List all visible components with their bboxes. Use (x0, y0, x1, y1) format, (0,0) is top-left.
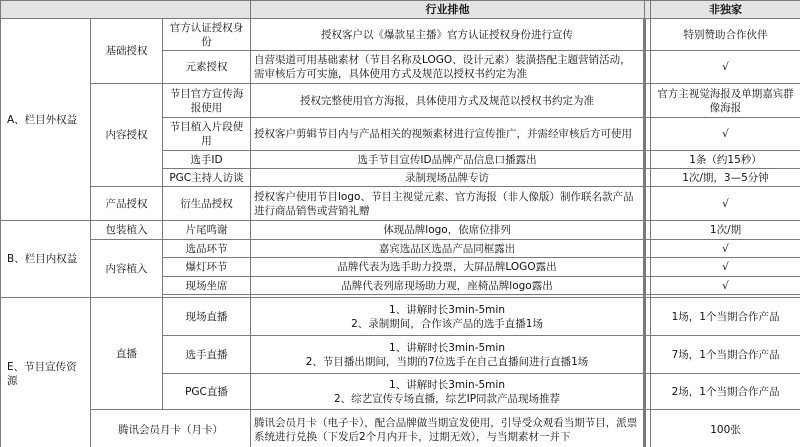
header-blank (1, 1, 251, 19)
item-value: 1场，1个当期合作产品 (651, 298, 800, 336)
item-label: 节目植入片段使用 (163, 118, 251, 151)
item-value: √ (651, 240, 800, 258)
item-label: 选品环节 (163, 240, 251, 258)
item-description: 授权客户以《爆款星主播》官方认证授权身份进行宣传 (251, 19, 645, 51)
item-description: 品牌代表为选手助力投票，大屏品牌LOGO露出 (251, 258, 645, 277)
item-description: 选手节目宣传ID品牌产品信息口播露出 (251, 151, 645, 169)
item-description: 腾讯会员月卡（电子卡），配合品牌做当期宣发使用，引导受众观看当期节目，派票系统进行兑换（下发后2个月内开卡，过期无效），与当期素材一并下 (251, 410, 645, 447)
table-row (1, 298, 800, 336)
section-e-label: E、节目宣传资源 (1, 298, 91, 447)
item-value: √ (651, 118, 800, 151)
table-row (1, 187, 800, 221)
table-row (1, 19, 800, 51)
item-label: 选手直播 (163, 336, 251, 374)
item-label: 衍生品授权 (163, 187, 251, 221)
item-label: 片尾鸣谢 (163, 221, 251, 240)
item-description: 体现品牌logo，依席位排列 (251, 221, 645, 240)
section-b-label: B、栏目内权益 (1, 221, 91, 298)
item-label: 腾讯会员月卡（月卡） (91, 410, 251, 447)
group-product-auth: 产品授权 (91, 187, 163, 221)
item-value: 7场，1个当期合作产品 (651, 336, 800, 374)
header-industry: 行业排他 (251, 1, 645, 19)
item-value: 100张 (651, 410, 800, 447)
item-value: √ (651, 258, 800, 277)
item-label: 节目官方宣传海报使用 (163, 84, 251, 118)
item-label: 现场坐席 (163, 277, 251, 295)
item-description (251, 298, 645, 336)
description-line: 2、综艺宣传专场直播，综艺IP同款产品现场推荐 (333, 392, 561, 405)
item-description: 录制现场品牌专访 (251, 169, 645, 187)
description-line: 1、讲解时长3min-5min (389, 303, 505, 316)
item-label: 选手ID (163, 151, 251, 169)
item-description: 授权完整使用官方海报，具体使用方式及规范以授权书约定为准 (251, 84, 645, 118)
description-line: 2、节目播出期间，当期的7位选手在自己直播间进行直播1场 (305, 355, 589, 368)
description-line: 2、录制期间，合作该产品的选手直播1场 (351, 317, 543, 330)
item-description: 品牌代表列席现场助力观，座椅品牌logo露出 (251, 277, 645, 295)
item-label: 现场直播 (163, 298, 251, 336)
item-description: 授权客户使用节目logo、节目主视觉元素、官方海报（非人像版）制作联名款产品进行商品销售或营销礼赠 (251, 187, 645, 221)
table-row (1, 221, 800, 240)
item-value: 2场，1个当期合作产品 (651, 374, 800, 410)
item-label: PGC主持人访谈 (163, 169, 251, 187)
item-value: 1条（约15秒） (651, 151, 800, 169)
description-line: 1、讲解时长3min-5min (389, 378, 505, 391)
header-non-exclusive: 非独家 (651, 1, 800, 19)
item-label: PGC直播 (163, 374, 251, 410)
description-line: 1、讲解时长3min-5min (389, 341, 505, 354)
item-value: √ (651, 51, 800, 84)
group-packaging: 包装植入 (91, 221, 163, 240)
group-basic-auth: 基础授权 (91, 19, 163, 84)
table-row (1, 410, 800, 447)
item-label: 元素授权 (163, 51, 251, 84)
item-description (251, 336, 645, 374)
item-value: 1次/期 (651, 221, 800, 240)
section-a-label: A、栏目外权益 (1, 19, 91, 221)
item-description: 自营渠道可用基础素材（节目名称及LOGO、设计元素）装潢搭配主题营销活动，需审核后方可实施，具体使用方式及规范以授权书约定为准 (251, 51, 645, 84)
item-value: √ (651, 187, 800, 221)
item-label: 爆灯环节 (163, 258, 251, 277)
item-value: √ (651, 277, 800, 295)
table-row (1, 84, 800, 118)
item-value: 官方主视觉海报及单期嘉宾群像海报 (651, 84, 800, 118)
item-label: 官方认证授权身份 (163, 19, 251, 51)
item-description: 授权客户剪辑节目内与产品相关的视频素材进行宣传推广，并需经审核后方可使用 (251, 118, 645, 151)
group-content-placement: 内容植入 (91, 240, 163, 298)
table-row (1, 240, 800, 258)
item-description: 嘉宾选品区选品产品同框露出 (251, 240, 645, 258)
item-description (251, 374, 645, 410)
item-value: 1次/期，3—5分钟 (651, 169, 800, 187)
header-row (1, 1, 800, 19)
group-content-auth: 内容授权 (91, 84, 163, 187)
item-value: 特别赞助合作伙伴 (651, 19, 800, 51)
group-live: 直播 (91, 298, 163, 410)
